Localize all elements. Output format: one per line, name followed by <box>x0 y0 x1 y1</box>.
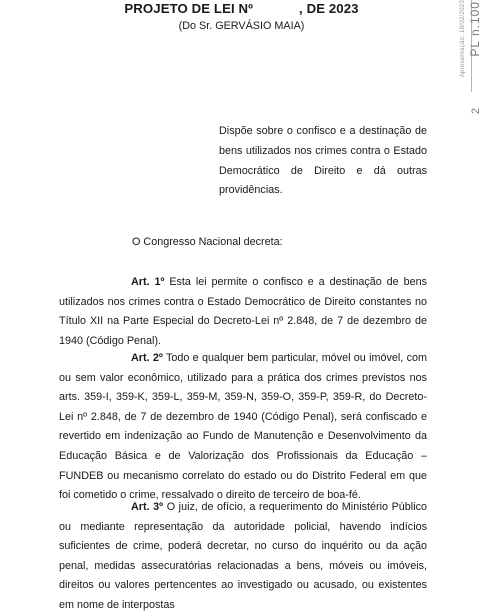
presentation-stamp: Apresentação: 18/02/2023 <box>459 0 466 78</box>
corner-document-mark: PL n.100 <box>468 1 482 57</box>
article-2 <box>59 349 427 506</box>
bill-title-prefix: PROJETO DE LEI Nº <box>124 1 254 16</box>
article-3-text: O juiz, de ofício, a requerimento do Ministério Público ou mediante representação da autoridade policial, havendo indícios suficientes de crime, poderá decretar, no curso do inquérito ou da ação penal, medidas assecuratórias relacionadas a bens, móveis ou imóveis, direitos ou valores pertencentes ao investigado ou acusado, ou existentes em nome de interpostas <box>59 501 427 611</box>
enacting-clause: O Congresso Nacional decreta: <box>132 236 283 248</box>
article-1 <box>59 273 427 351</box>
bill-summary: Dispõe sobre o confisco e a destinação de bens utilizados nos crimes contra o Estado Democrático de Direito e dá outras providências. <box>219 125 427 197</box>
article-3-label: Art. 3º <box>131 501 164 513</box>
article-3 <box>59 498 427 616</box>
bill-title <box>0 1 483 16</box>
corner-document-mark-2: 2 <box>470 108 482 115</box>
bill-author: (Do Sr. GERVÁSIO MAIA) <box>178 20 305 32</box>
article-2-label: Art. 2º <box>131 352 163 364</box>
article-2-text: Todo e qualquer bem particular, móvel ou imóvel, com ou sem valor econômico, utilizado para a prática dos crimes previstos nos arts. 359-I, 359-K, 359-L, 359-M, 359-N, 359-O, 359-P, 359-R, do Decreto-Lei nº 2.848, de 7 de dezembro de 1940 (Código Penal), será confiscado e revertido em indenização ao Fundo de Manutenção e Desenvolvimento da Educação Básica e de Valorização dos Profissionais da Educação – FUNDEB ou mecanismo correlato do estado ou do Distrito Federal em que foi cometido o crime, ressalvado o direito de terceiro de boa-fé. <box>59 352 427 502</box>
bill-title-year: , DE 2023 <box>299 1 359 16</box>
article-1-label: Art. 1º <box>131 276 165 288</box>
article-1-text: Esta lei permite o confisco e a destinação de bens utilizados nos crimes contra o Estado Democrático de Direito constantes no Título XII na Parte Especial do Decreto-Lei nº 2.848, de 7 de dezembro de 1940 (Código Penal). <box>59 276 427 347</box>
